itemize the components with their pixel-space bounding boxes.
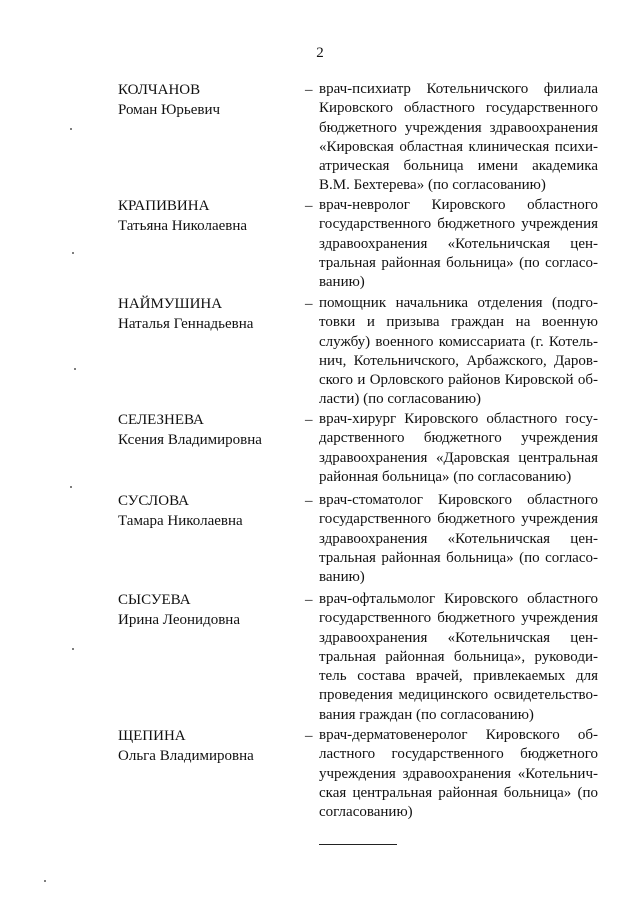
end-of-list-rule bbox=[319, 844, 397, 845]
position-line: ского и Орловского районов Кировской об- bbox=[319, 372, 598, 389]
member-given-name: Ирина Леонидовна bbox=[118, 612, 240, 628]
position-line: здравоохранения «Котельничская цен- bbox=[319, 530, 598, 547]
position-line: ванию) bbox=[319, 274, 365, 291]
position-line: тральная районная больница» (по согласо- bbox=[319, 254, 598, 271]
position-line: службу) военного комиссариата (г. Котель- bbox=[319, 333, 598, 350]
member-position bbox=[319, 196, 598, 292]
position-line: атрическая больница имени академика bbox=[319, 158, 598, 175]
position-line: тральная районная больница» (по согласо- bbox=[319, 549, 598, 566]
position-line: государственного бюджетного учреждения bbox=[319, 610, 598, 627]
page-number: 2 bbox=[316, 45, 324, 61]
scan-speck bbox=[70, 486, 72, 488]
scan-speck bbox=[70, 128, 72, 130]
scan-speck bbox=[44, 880, 46, 882]
member-name bbox=[118, 294, 293, 334]
position-line: Кировского областного государственного bbox=[319, 100, 598, 117]
position-line: тральная районная больница», руководи- bbox=[319, 648, 598, 665]
position-line: дарственного бюджетного учреждения bbox=[319, 430, 598, 447]
member-given-name: Татьяна Николаевна bbox=[118, 218, 248, 234]
position-line: В.М. Бехтерева» (по согласованию) bbox=[319, 177, 546, 194]
position-line: «Кировская областная клиническая психи- bbox=[319, 138, 598, 155]
member-given-name: Наталья Геннадьевна bbox=[118, 316, 254, 332]
dash-separator: – bbox=[305, 493, 313, 509]
scan-speck bbox=[72, 648, 74, 650]
dash-separator: – bbox=[305, 296, 313, 312]
dash-separator: – bbox=[305, 82, 313, 98]
dash-separator: – bbox=[305, 198, 313, 214]
member-surname: СЫСУЕВА bbox=[118, 592, 191, 608]
position-line: товки и призыва граждан на военную bbox=[319, 314, 598, 331]
member-surname: СУСЛОВА bbox=[118, 493, 189, 509]
member-position bbox=[319, 491, 598, 587]
position-line: помощник начальника отделения (подго- bbox=[319, 295, 598, 311]
position-line: здравоохранения «Котельничская цен- bbox=[319, 629, 598, 646]
member-given-name: Роман Юрьевич bbox=[118, 102, 221, 118]
member-position bbox=[319, 726, 598, 822]
member-name bbox=[118, 590, 293, 630]
position-line: районная больница» (по согласованию) bbox=[319, 468, 572, 485]
position-line: ласти) (по согласованию) bbox=[319, 391, 482, 408]
position-line: ванию) bbox=[319, 569, 365, 586]
dash-separator: – bbox=[305, 728, 313, 744]
member-name bbox=[118, 726, 293, 766]
position-line: государственного бюджетного учреждения bbox=[319, 216, 598, 233]
position-line: врач-психиатр Котельничского филиала bbox=[319, 81, 598, 97]
member-surname: НАЙМУШИНА bbox=[118, 296, 223, 312]
position-line: ская центральная районная больница» (по bbox=[319, 784, 598, 801]
member-position bbox=[319, 410, 598, 487]
position-line: тель состава врачей, привлекаемых для bbox=[319, 668, 598, 685]
member-surname: КРАПИВИНА bbox=[118, 198, 210, 214]
scan-speck bbox=[72, 252, 74, 254]
position-line: ластного государственного бюджетного bbox=[319, 746, 598, 763]
member-surname: СЕЛЕЗНЕВА bbox=[118, 412, 204, 428]
position-line: врач-невролог Кировского областного bbox=[319, 197, 598, 213]
dash-separator: – bbox=[305, 412, 313, 428]
position-line: согласованию) bbox=[319, 804, 413, 821]
member-name bbox=[118, 410, 293, 450]
position-line: врач-хирург Кировского областного госу- bbox=[319, 411, 598, 427]
position-line: врач-стоматолог Кировского областного bbox=[319, 492, 598, 508]
member-given-name: Тамара Николаевна bbox=[118, 513, 243, 529]
position-line: врач-дерматовенеролог Кировского об- bbox=[319, 727, 598, 743]
dash-separator: – bbox=[305, 592, 313, 608]
position-line: вания граждан (по согласованию) bbox=[319, 706, 534, 723]
position-line: врач-офтальмолог Кировского областного bbox=[319, 591, 598, 607]
scan-speck bbox=[74, 368, 76, 370]
member-given-name: Ольга Владимировна bbox=[118, 748, 254, 764]
position-line: проведения медицинского освидетельство- bbox=[319, 687, 598, 704]
position-line: государственного бюджетного учреждения bbox=[319, 511, 598, 528]
position-line: здравоохранения «Котельничская цен- bbox=[319, 235, 598, 252]
member-position bbox=[319, 590, 598, 725]
member-name bbox=[118, 196, 293, 236]
member-name bbox=[118, 80, 293, 120]
member-position bbox=[319, 80, 598, 196]
position-line: бюджетного учреждения здравоохранения bbox=[319, 119, 598, 136]
position-line: нич, Котельничского, Арбажского, Даров- bbox=[319, 352, 598, 369]
position-line: здравоохранения «Даровская центральная bbox=[319, 449, 598, 466]
member-surname: ЩЕПИНА bbox=[118, 728, 186, 744]
member-position bbox=[319, 294, 598, 410]
member-name bbox=[118, 491, 293, 531]
member-surname: КОЛЧАНОВ bbox=[118, 82, 201, 98]
position-line: учреждения здравоохранения «Котельнич- bbox=[319, 765, 598, 782]
member-given-name: Ксения Владимировна bbox=[118, 432, 262, 448]
